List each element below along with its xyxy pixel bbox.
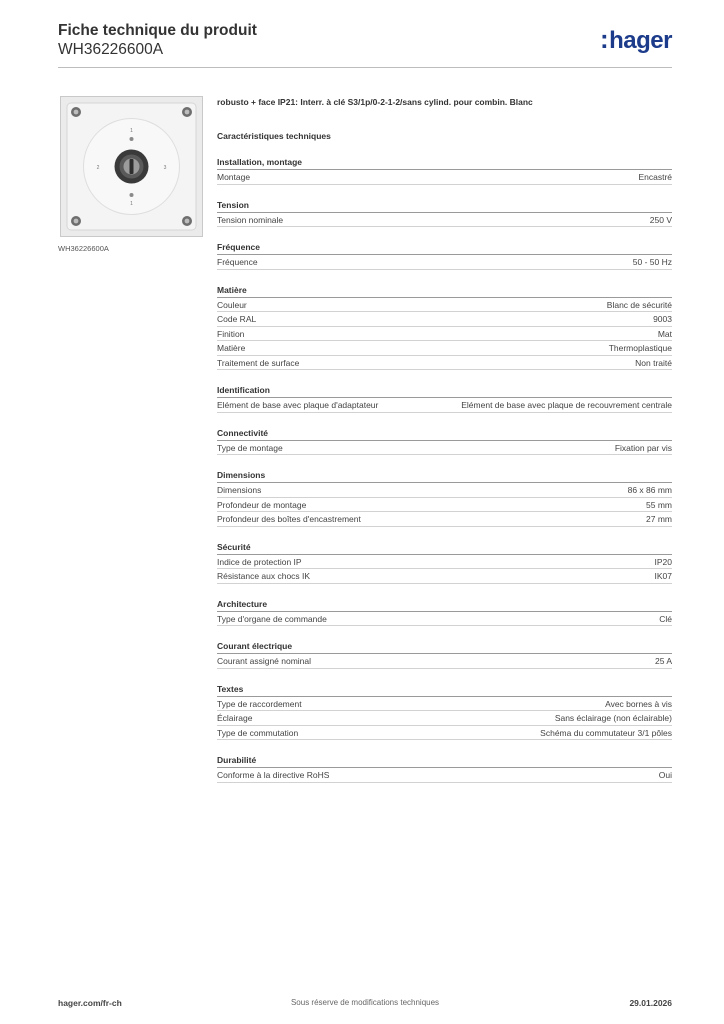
product-description: robusto + face IP21: Interr. à clé S3/1p/0-2-1-2/sans cylind. pour combin. Blanc	[217, 97, 533, 107]
spec-row	[217, 483, 672, 498]
spec-value: Non traité	[635, 357, 672, 368]
spec-label: Finition	[217, 328, 245, 339]
spec-value: IP20	[654, 556, 672, 567]
spec-row	[217, 768, 672, 783]
spec-value: Thermoplastique	[608, 343, 672, 353]
spec-row	[217, 441, 672, 456]
spec-label: Tension nominale	[217, 214, 284, 225]
screw-icon	[182, 216, 192, 226]
spec-value: Schéma du commutateur 3/1 pôles	[540, 727, 672, 738]
spec-value: Elément de base avec plaque de recouvrement centrale	[461, 400, 672, 410]
spec-row	[217, 569, 672, 584]
spec-value: IK07	[654, 571, 672, 581]
spec-label: Code RAL	[217, 314, 257, 324]
spec-row	[217, 398, 672, 413]
spec-content	[217, 96, 672, 783]
spec-value: 55 mm	[646, 499, 672, 510]
spec-value: Blanc de sécurité	[606, 299, 672, 310]
section-title: Dimensions	[217, 470, 672, 483]
spec-label: Traitement de surface	[217, 357, 300, 368]
spec-label: Matière	[217, 343, 246, 353]
spec-section	[217, 285, 672, 371]
spec-section	[217, 200, 672, 228]
spec-section	[217, 428, 672, 456]
footer-date: 29.01.2026	[629, 998, 672, 1008]
section-title: Sécurité	[217, 542, 672, 555]
spec-section	[217, 157, 672, 185]
spec-row	[217, 312, 672, 327]
document-header	[58, 22, 257, 59]
spec-section	[217, 599, 672, 627]
spec-section	[217, 385, 672, 413]
section-title: Installation, montage	[217, 157, 672, 170]
spec-label: Type d'organe de commande	[217, 613, 327, 624]
spec-label: Dimensions	[217, 485, 262, 495]
footer-website-link[interactable]: hager.com/fr-ch	[58, 998, 122, 1008]
spec-label: Résistance aux chocs IK	[217, 571, 311, 581]
spec-label: Éclairage	[217, 713, 253, 723]
spec-label: Conforme à la directive RoHS	[217, 770, 330, 780]
spec-row	[217, 255, 672, 270]
hager-logo	[600, 26, 672, 54]
product-reference: WH36226600A	[58, 41, 164, 58]
spec-row	[217, 327, 672, 342]
switch-position-label: 3	[163, 165, 167, 171]
spec-label: Elément de base avec plaque d'adaptateur	[217, 400, 379, 410]
spec-row	[217, 555, 672, 570]
spec-row	[217, 612, 672, 627]
section-title: Matière	[217, 285, 672, 298]
spec-section	[217, 542, 672, 584]
logo-colon-icon: :	[599, 24, 609, 54]
section-title: Textes	[217, 684, 672, 697]
spec-value: 250 V	[649, 214, 672, 225]
spec-value: 50 - 50 Hz	[632, 257, 672, 267]
section-title: Courant électrique	[217, 641, 672, 654]
spec-sections	[217, 157, 672, 783]
section-title: Fréquence	[217, 242, 672, 255]
image-caption: WH36226600A	[58, 244, 109, 253]
spec-label: Profondeur de montage	[217, 499, 307, 510]
switch-position-label: 1	[130, 128, 133, 134]
spec-row	[217, 512, 672, 527]
spec-row	[217, 170, 672, 185]
spec-section	[217, 641, 672, 669]
spec-row	[217, 711, 672, 726]
spec-row	[217, 213, 672, 228]
spec-label: Couleur	[217, 299, 247, 310]
switch-position-label: 2	[96, 165, 100, 171]
section-title: Connectivité	[217, 428, 672, 441]
footer-disclaimer: Sous réserve de modifications techniques	[290, 998, 440, 1007]
spec-row	[217, 654, 672, 669]
spec-row	[217, 498, 672, 513]
spec-label: Montage	[217, 172, 251, 182]
spec-label: Courant assigné nominal	[217, 656, 312, 666]
header-divider	[58, 67, 672, 68]
screw-icon	[71, 107, 81, 117]
section-title: Identification	[217, 385, 672, 398]
spec-label: Type de commutation	[217, 727, 299, 738]
spec-value: Fixation par vis	[614, 442, 672, 453]
product-image	[60, 96, 203, 237]
logo-wordmark: hager	[609, 27, 672, 54]
spec-row	[217, 298, 672, 313]
spec-value: Sans éclairage (non éclairable)	[554, 713, 672, 723]
spec-value: 86 x 86 mm	[627, 485, 672, 495]
spec-section	[217, 242, 672, 270]
spec-label: Type de montage	[217, 442, 283, 453]
spec-row	[217, 341, 672, 356]
spec-label: Type de raccordement	[217, 698, 302, 709]
screw-icon	[71, 216, 81, 226]
spec-section	[217, 684, 672, 741]
spec-row	[217, 726, 672, 741]
section-title: Tension	[217, 200, 672, 213]
spec-row	[217, 356, 672, 371]
spec-section	[217, 470, 672, 527]
spec-value: 25 A	[654, 656, 672, 666]
screw-icon	[182, 107, 192, 117]
spec-value: Mat	[657, 328, 672, 339]
key-switch-illustration	[61, 97, 202, 236]
spec-label: Profondeur des boîtes d'encastrement	[217, 514, 361, 524]
spec-value: Clé	[659, 613, 672, 624]
switch-position-label: 1	[130, 201, 133, 207]
spec-row	[217, 697, 672, 712]
spec-value: 27 mm	[646, 514, 672, 524]
section-title: Durabilité	[217, 755, 672, 768]
spec-value: Oui	[658, 770, 672, 780]
spec-label: Fréquence	[217, 257, 258, 267]
spec-value: 9003	[653, 314, 672, 324]
document-title: Fiche technique du produit	[58, 22, 257, 39]
characteristics-heading: Caractéristiques techniques	[217, 131, 331, 141]
spec-section	[217, 755, 672, 783]
spec-value: Avec bornes à vis	[605, 698, 672, 709]
spec-label: Indice de protection IP	[217, 556, 302, 567]
spec-value: Encastré	[638, 172, 672, 182]
section-title: Architecture	[217, 599, 672, 612]
